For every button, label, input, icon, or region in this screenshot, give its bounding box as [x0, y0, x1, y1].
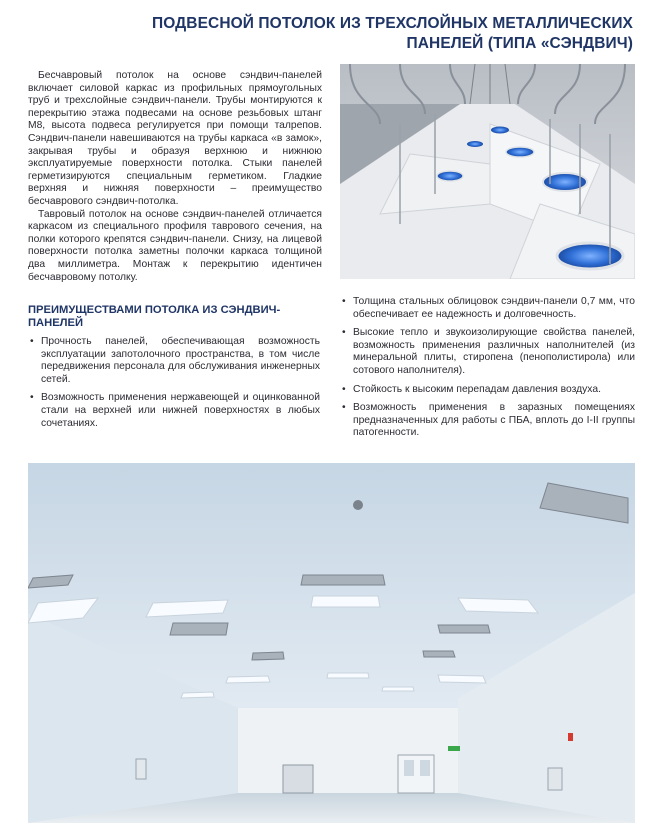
intro-text [28, 70, 322, 284]
page-title-line-2: ПАНЕЛЕЙ (ТИПА «СЭНДВИЧ) [406, 35, 633, 52]
intro-paragraph-1: Бесчавровый потолок на основе сэндвич-панелей включает силовой каркас из профильных прямоугольных труб и трехслойные сэндвич-панели. Трубы монтируются к перекрытию этажа подвесами на основе резьбовых штанг М8, высота подвеса регулируется при помощи талрепов. Сэндвич-панели навешиваются на трубы каркаса «в замок», закрывая трубы и образуя верхнюю и нижнюю эксплуатируемые поверхности потолка. Стыки панелей герметизируются специальным герметиком. Гладкие верхняя и нижняя поверхности – преимущество бесчаврового сэндвич-потолка. [28, 70, 322, 207]
cleanroom-illustration [28, 463, 635, 823]
list-item: • Прочность панелей, обеспечивающая возможность эксплуатации запотолочного пространства, в том числе передвижения персонала для обслуживания инженерных сетей. [28, 336, 320, 386]
page-title [73, 14, 633, 54]
advantages-heading: ПРЕИМУЩЕСТВАМИ ПОТОЛКА ИЗ СЭНДВИЧ-ПАНЕЛЕЙ [28, 304, 281, 329]
list-item: • Толщина стальных облицовок сэндвич-панели 0,7 мм, что обеспечивает ее надежность и долговечность. [340, 296, 635, 321]
advantages-list-left [28, 336, 320, 436]
page-title-line-1: ПОДВЕСНОЙ ПОТОЛОК ИЗ ТРЕХСЛОЙНЫХ МЕТАЛЛИЧЕСКИХ [151, 15, 633, 32]
intro-paragraph-2: Тавровый потолок на основе сэндвич-панелей отличается каркасом из специального профиля таврового сечения, на полки которого крепятся сэндвич-панели. Снизу, на лицевой поверхности потолка заметны полочки каркаса толщиной два миллиметра. Монтаж к перекрытию идентичен бесчавровому потолку. [28, 208, 322, 283]
ceiling-interstitial-photo [340, 64, 635, 279]
advantages-list-right [340, 296, 635, 446]
list-item: • Стойкость к высоким перепадам давления воздуха. [340, 384, 635, 397]
cleanroom-photo [28, 463, 635, 823]
list-item: • Высокие тепло и звукоизолирующие свойства панелей, возможность применения различных наполнителей (из минеральной плиты, стиропена (пенополистирола) или сотового наполнителя). [340, 327, 635, 377]
list-item: • Возможность применения нержавеющей и оцинкованной стали на верхней или нижней поверхностях в любых сочетаниях. [28, 392, 320, 430]
list-item: • Возможность применения в заразных помещениях предназначенных для работы с ПБА, вплоть до I-II группы патогенности. [340, 402, 635, 440]
ceiling-interstitial-illustration [340, 64, 635, 279]
